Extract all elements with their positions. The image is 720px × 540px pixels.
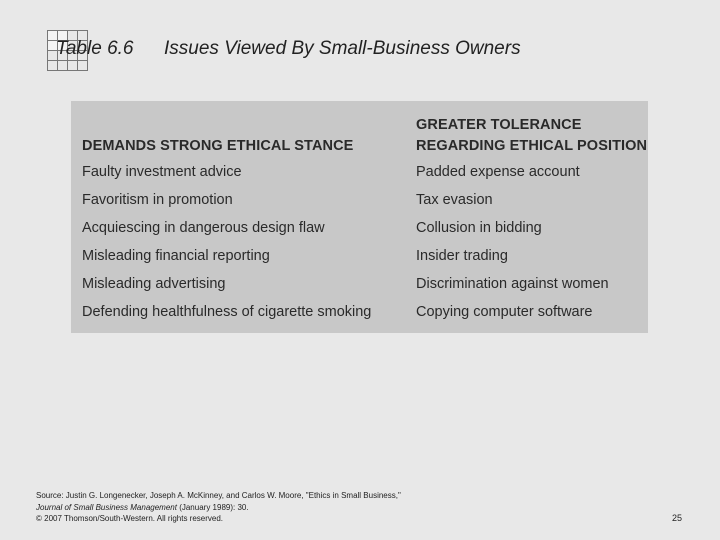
source-citation bbox=[36, 490, 416, 525]
source-date: (January 1989): 30. bbox=[176, 502, 249, 512]
table-number: Table 6.6 bbox=[56, 38, 134, 59]
right-header-line1: GREATER TOLERANCE bbox=[416, 117, 582, 133]
source-journal: Journal of Small Business Management bbox=[36, 502, 177, 512]
right-item: Discrimination against women bbox=[416, 276, 609, 292]
slide-title bbox=[56, 38, 521, 60]
left-item: Defending healthfulness of cigarette smoking bbox=[82, 304, 372, 320]
right-item: Collusion in bidding bbox=[416, 220, 542, 236]
left-item: Favoritism in promotion bbox=[82, 192, 233, 208]
strong-stance-column bbox=[82, 101, 371, 326]
source-text: Source: Justin G. Longenecker, Joseph A. McKinney, and Carlos W. Moore, "Ethics in Small Business," bbox=[36, 491, 401, 500]
right-item: Padded expense account bbox=[416, 164, 580, 180]
copyright: © 2007 Thomson/South-Western. All rights reserved. bbox=[36, 514, 224, 523]
issues-table bbox=[71, 101, 648, 333]
right-item: Tax evasion bbox=[416, 192, 493, 208]
right-item: Copying computer software bbox=[416, 304, 593, 320]
table-title: Issues Viewed By Small-Business Owners bbox=[164, 38, 521, 59]
left-item: Faulty investment advice bbox=[82, 164, 242, 180]
left-item: Acquiescing in dangerous design flaw bbox=[82, 220, 325, 236]
right-column-header bbox=[416, 115, 647, 157]
right-header-line2: REGARDING ETHICAL POSITION bbox=[416, 138, 648, 154]
page-number: 25 bbox=[672, 513, 683, 523]
right-item: Insider trading bbox=[416, 248, 508, 264]
greater-tolerance-column bbox=[416, 101, 647, 326]
left-item: Misleading financial reporting bbox=[82, 248, 270, 264]
left-column-header: DEMANDS STRONG ETHICAL STANCE bbox=[82, 138, 354, 154]
left-item: Misleading advertising bbox=[82, 276, 226, 292]
